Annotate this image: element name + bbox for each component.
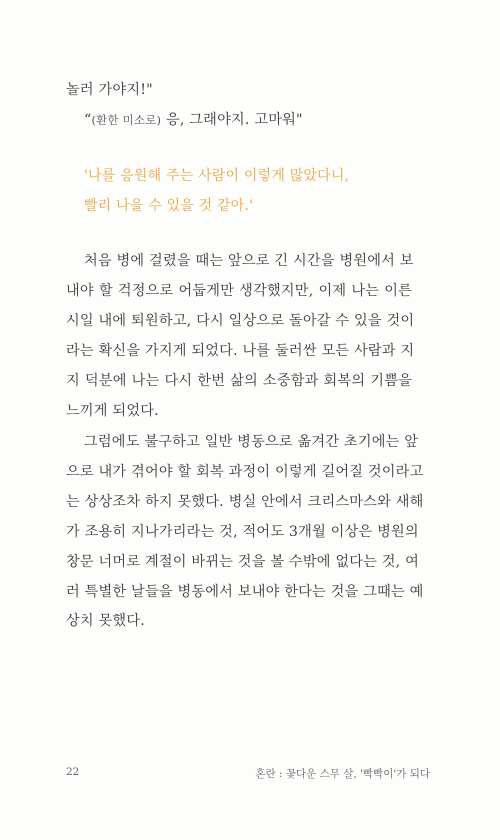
running-header: 혼란 : 꽃다운 스무 살, '빡빡이'가 되다 bbox=[255, 768, 430, 780]
body-text-line: 시일 내에 퇴원하고, 다시 일상으로 돌아갈 수 있을 것이 bbox=[66, 313, 415, 329]
highlight-quote-line: 빨리 나을 수 있을 것 같아.' bbox=[84, 198, 254, 214]
dialogue-line: 놀러 가야지!" bbox=[66, 82, 153, 98]
page-number: 22 bbox=[66, 766, 80, 778]
body-text-line: 처음 병에 걸렸을 때는 앞으로 긴 시간을 병원에서 보 bbox=[84, 253, 414, 269]
body-text-line: 내야 할 걱정으로 어둡게만 생각했지만, 이제 나는 이른 bbox=[66, 283, 412, 299]
dialogue-text: 응, 그래야지. 고마워" bbox=[161, 112, 303, 128]
body-text-line: 그럼에도 불구하고 일반 병동으로 옮겨간 초기에는 앞 bbox=[84, 434, 419, 450]
body-text-line: 러 특별한 날들을 병동에서 보내야 한다는 것을 그때는 예 bbox=[66, 584, 424, 600]
body-text-line: 느끼게 되었다. bbox=[66, 403, 159, 419]
quote-mark: “ bbox=[84, 112, 92, 128]
body-text-line: 지 덕분에 나는 다시 한번 삶의 소중함과 회복의 기쁨을 bbox=[66, 373, 412, 389]
body-text-line: 가 조용히 지나가리라는 것, 적어도 3개월 이상은 병원의 bbox=[66, 524, 419, 540]
body-text-line: 으로 내가 겪어야 할 회복 과정이 이렇게 길어질 것이라고 bbox=[66, 464, 424, 480]
body-text-line: 는 상상조차 하지 못했다. 병실 안에서 크리스마스와 새해 bbox=[66, 494, 424, 510]
body-text-line: 상치 못했다. bbox=[66, 613, 145, 629]
highlight-quote-line: '나를 응원해 주는 사람이 이렇게 많았다니, bbox=[84, 168, 350, 184]
body-text-line: 창문 너머로 계절이 바뀌는 것을 볼 수밖에 없다는 것, 여 bbox=[66, 554, 420, 570]
dialogue-line bbox=[84, 109, 303, 129]
body-text-line: 라는 확신을 가지게 되었다. 나를 둘러싼 모든 사람과 지 bbox=[66, 343, 415, 359]
stage-direction: (환한 미소로) bbox=[91, 113, 162, 127]
